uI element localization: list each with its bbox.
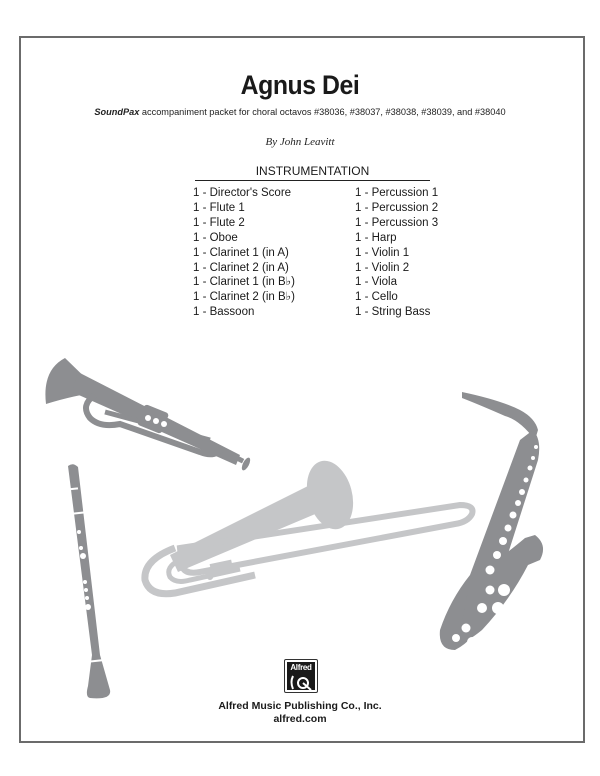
clarinet-icon [66,464,110,698]
instrument-item: 1 - Violin 2 [355,261,410,274]
instrument-item: 1 - Clarinet 2 (in A) [193,261,289,274]
instrument-item: 1 - Percussion 1 [355,187,439,199]
composer-byline: By John Leavitt [265,136,335,148]
alfred-logo [284,659,318,693]
alfred-logo-mark [287,662,315,690]
soundpax-brand: SoundPax [94,107,140,117]
publisher-website: alfred.com [273,713,327,725]
alfred-logo-text: Alfred [290,663,312,672]
instrument-item: 1 - Clarinet 1 (in B♭) [193,276,295,289]
alfred-logo-symbol-icon [287,674,317,692]
instrument-item: 1 - Percussion 2 [355,201,439,214]
instrument-item: 1 - Cello [355,291,398,304]
instrument-item: 1 - Clarinet 1 (in A) [193,246,289,259]
instrument-item: 1 - Flute 2 [193,216,245,229]
instrumentation-heading: INSTRUMENTATION [195,164,430,181]
instrument-item: 1 - Violin 1 [355,246,410,259]
instrument-item: 1 - Viola [355,276,397,289]
instrument-item: 1 - Clarinet 2 (in B♭) [193,291,295,304]
instrument-item: 1 - Percussion 3 [355,216,439,229]
publisher-name: Alfred Music Publishing Co., Inc. [218,700,382,712]
instrument-item: 1 - Bassoon [193,306,255,319]
instrument-item: 1 - String Bass [355,306,431,319]
instrument-item: 1 - Oboe [193,231,238,244]
subtitle-text: accompaniment packet for choral octavos #38036, #38037, #38038, #38039, and #38040 [139,107,506,117]
instrument-item: 1 - Director's Score [193,187,292,199]
document-title: Agnus Dei [240,70,360,100]
trombone-icon [145,455,473,593]
instrument-item: 1 - Flute 1 [193,201,245,214]
instrument-item: 1 - Harp [355,231,397,244]
trumpet-icon [45,358,251,472]
